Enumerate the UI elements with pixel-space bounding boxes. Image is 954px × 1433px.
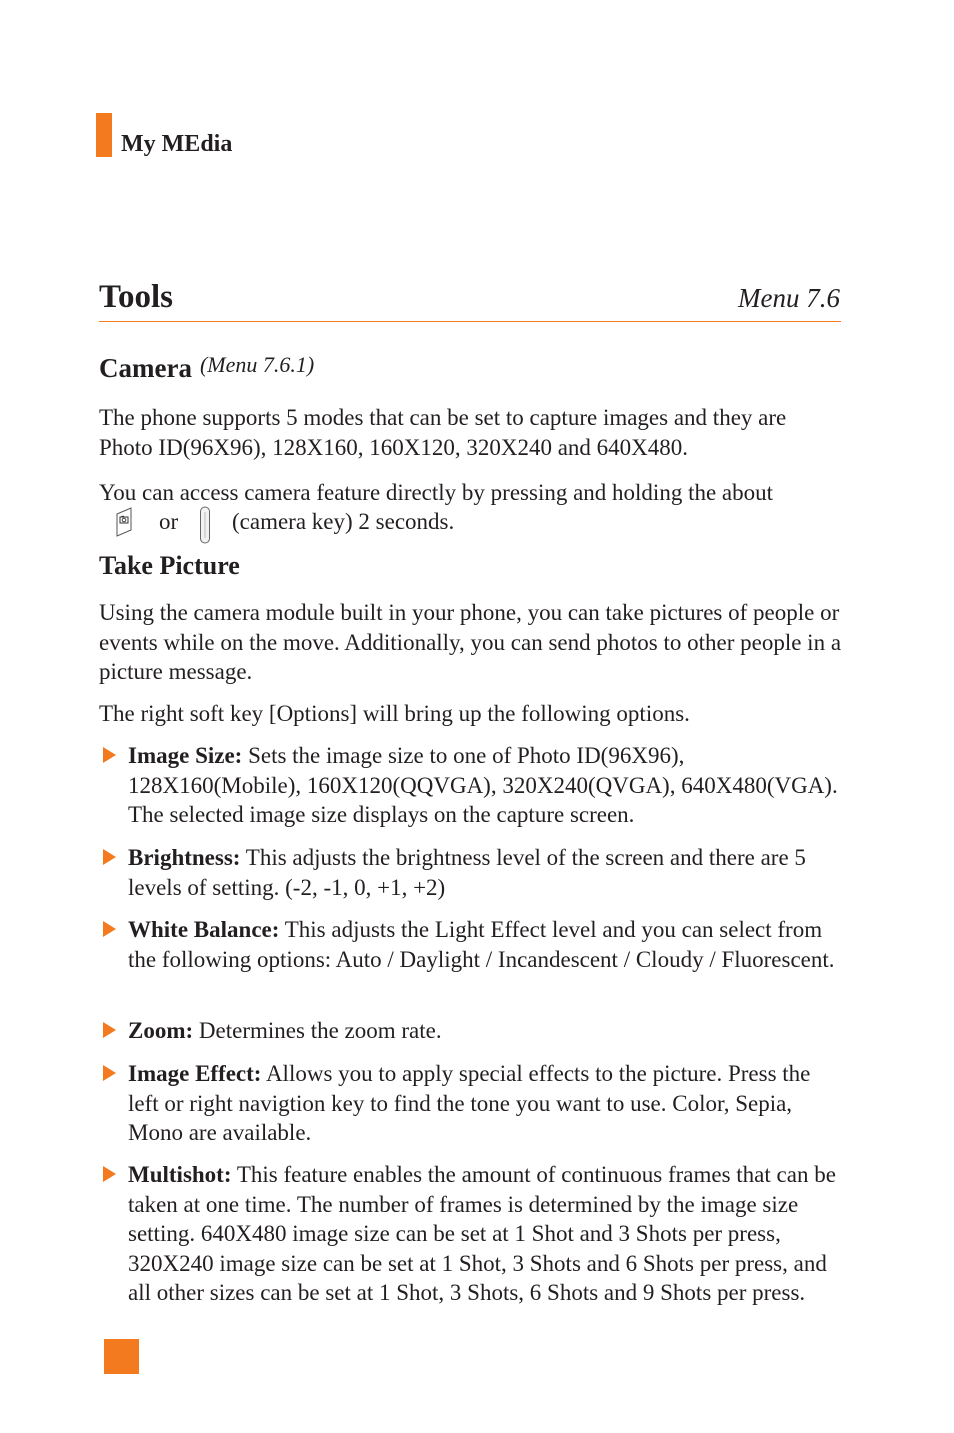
option-text: Determines the zoom rate. <box>193 1018 442 1043</box>
camera-menu-reference: (Menu 7.6.1) <box>199 352 315 377</box>
option-text: Allows you to apply special effects to the picture. Press the left or right navigtion key to find the tone you want to use. Color, Sepia, Mono are available. <box>128 1061 811 1145</box>
option-brightness <box>128 843 846 902</box>
option-text: Sets the image size to one of Photo ID(96X96), 128X160(Mobile), 160X120(QQVGA), 320X240(QVGA), 640X480(VGA). The selected image size displays on the capture screen. <box>128 743 838 827</box>
header-label: My MEdia <box>121 131 233 157</box>
menu-reference: Menu 7.6 <box>738 283 840 313</box>
option-image-effect <box>128 1059 846 1148</box>
option-text: This feature enables the amount of continuous frames that can be taken at one time. The number of frames is determined by the image size setting. 640X480 image size can be set at 1 Shot and 3 Shots per press, 320X240 image size can be set at 1 Shot, 3 Shots and 6 Shots per press, and all other sizes can be set at 1 Shot, 3 Shots, 6 Shots and 9 Shots per press. <box>128 1162 836 1305</box>
take-picture-intro: Using the camera module built in your phone, you can take pictures of people or events while on the move. Additionally, you can send photos to other people in a picture message. <box>99 600 842 684</box>
camera-key-icon <box>199 506 211 544</box>
option-term: Image Size: <box>128 743 243 768</box>
option-term: Brightness: <box>128 845 241 870</box>
option-term: Zoom: <box>128 1018 194 1043</box>
option-term: Image Effect: <box>128 1061 262 1086</box>
camera-heading <box>99 352 314 384</box>
option-text: This adjusts the Light Effect level and you can select from the following options: Auto / Daylight / Incandescent / Cloudy / Fluorescent. <box>128 917 835 972</box>
or-text: or <box>159 509 179 534</box>
page-marker <box>104 1339 139 1374</box>
option-multishot <box>128 1160 846 1308</box>
camera-key-duration: (camera key) 2 seconds. <box>232 509 455 534</box>
take-picture-heading: Take Picture <box>99 551 240 580</box>
camera-key-line <box>99 506 844 546</box>
option-text: This adjusts the brightness level of the screen and there are 5 levels of setting. (-2, -1, 0, +1, +2) <box>128 845 806 900</box>
page-title: Tools <box>99 279 173 315</box>
header-accent-bar <box>96 113 112 157</box>
option-image-size <box>128 741 846 830</box>
option-white-balance <box>128 915 846 974</box>
options-intro: The right soft key [Options] will bring up the following options. <box>99 701 690 726</box>
option-term: Multishot: <box>128 1162 232 1187</box>
camera-access-text: You can access camera feature directly by pressing and holding the about <box>99 480 774 505</box>
title-divider <box>99 321 841 322</box>
option-term: White Balance: <box>128 917 280 942</box>
camera-intro: The phone supports 5 modes that can be set to capture images and they are Photo ID(96X96), 128X160, 160X120, 320X240 and 640X480. <box>99 405 787 460</box>
option-zoom <box>128 1016 846 1046</box>
side-camera-key-icon <box>113 507 135 537</box>
camera-title: Camera <box>99 353 192 383</box>
